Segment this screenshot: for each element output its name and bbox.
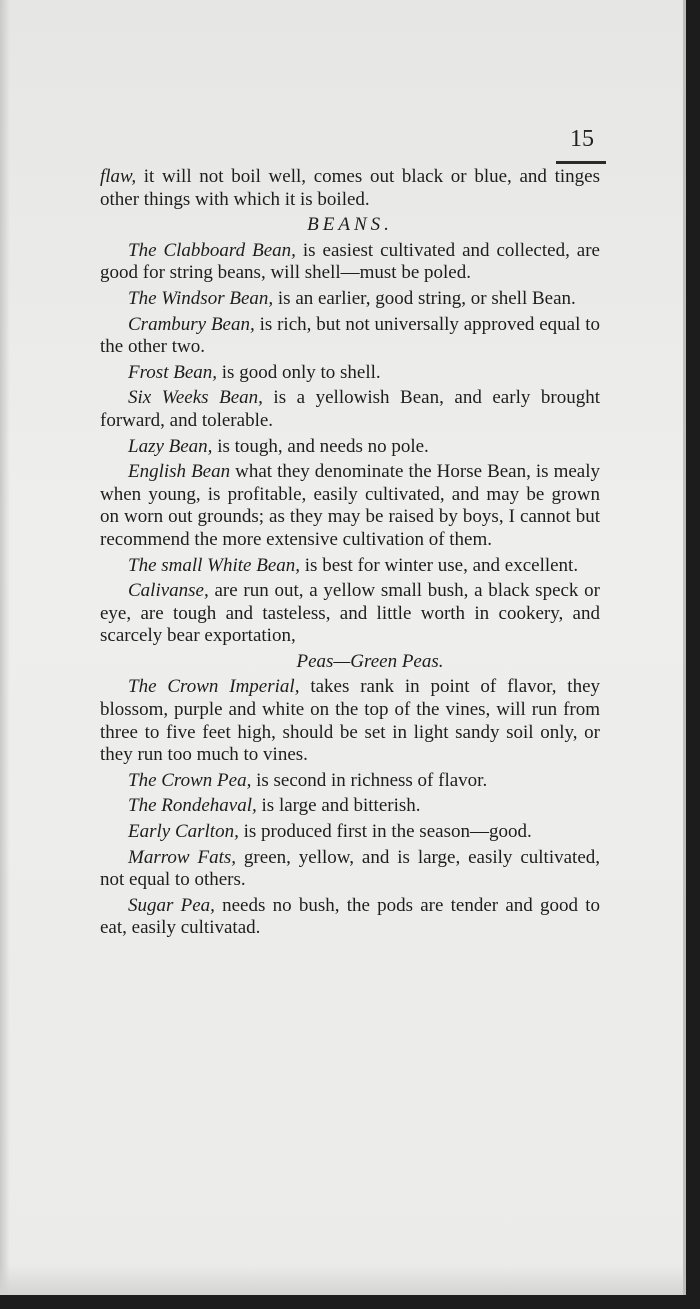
- beans-heading: BEANS.: [307, 214, 393, 236]
- entry-text: is tough, and needs no pole.: [212, 435, 429, 457]
- entry-text: is rich, but not universally approved equal to the other two.: [100, 313, 601, 358]
- entry-text: are run out, a yellow small bush, a black speck or eye, are tough and tasteless, and little worth in cookery, and scarcely bear exportation,: [100, 580, 600, 647]
- entry-term: The Rondehaval,: [128, 795, 257, 817]
- entry-text: is good only to shell.: [217, 361, 381, 383]
- pea-entry-early-carlton: [100, 821, 600, 844]
- entry-term: Early Carlton,: [128, 821, 239, 843]
- entry-text: is a yellowish Bean, and early brought forward, and tolerable.: [100, 387, 600, 431]
- entry-term: English Bean: [128, 461, 231, 483]
- bean-entry-small-white: [100, 555, 600, 578]
- entry-term: The Crown Imperial,: [128, 676, 300, 698]
- entry-text: is second in richness of flavor.: [251, 769, 488, 791]
- entry-text: what they denominate the Horse Bean, is mealy when young, is profitable, easily cultivated, and may be grown on worn out grounds; as they may be raised by boys, I cannot but recommend the more extensive cultivation of them.: [100, 461, 600, 550]
- entry-term: Marrow Fats,: [128, 846, 237, 868]
- entry-text: is best for winter use, and excellent.: [300, 554, 579, 576]
- entry-text: is large and bitterish.: [256, 795, 421, 817]
- page-bottom-shadow: [0, 1265, 683, 1295]
- bean-entry-frost: [100, 362, 600, 385]
- pea-entry-marrow-fats: [100, 847, 600, 892]
- pea-entry-sugar-pea: [100, 895, 600, 940]
- pea-entry-crown-pea: [100, 770, 600, 793]
- pea-entry-rondehaval: [100, 795, 600, 818]
- entry-term: Six Weeks Bean,: [128, 387, 263, 409]
- entry-text: needs no bush, the pods are tender and good to eat, easily cultivatad.: [100, 894, 600, 939]
- entry-term: The small White Bean,: [128, 554, 301, 576]
- entry-term: Crambury Bean,: [128, 313, 255, 335]
- entry-text: is easiest cultivated and collected, are good for string beans, will shell—must be poled.: [100, 239, 600, 284]
- bean-entry-lazy: [100, 436, 600, 459]
- opening-term: flaw,: [100, 166, 137, 187]
- bean-entry-calivanse: [100, 580, 600, 648]
- bean-entry-six-weeks: [100, 387, 600, 432]
- page-edge-shadow: [0, 0, 10, 1295]
- page-number-rule: [556, 161, 606, 164]
- entry-term: Lazy Bean,: [128, 435, 213, 457]
- pea-entry-crown-imperial: [100, 676, 600, 766]
- opening-paragraph: [100, 166, 600, 211]
- page-number: 15: [570, 126, 594, 152]
- bean-entry-clabboard: [100, 240, 600, 285]
- entry-text: is an earlier, good string, or shell Bean.: [273, 287, 576, 309]
- entry-term: The Crown Pea,: [128, 769, 252, 791]
- entry-term: Frost Bean,: [128, 361, 218, 383]
- peas-heading: Peas—Green Peas.: [296, 650, 444, 672]
- entry-term: The Windsor Bean,: [128, 287, 274, 309]
- entry-term: Sugar Pea,: [128, 894, 215, 916]
- entry-text: green, yellow, and is large, easily cultivated, not equal to others.: [100, 846, 600, 891]
- opening-text: it will not boil well, comes out black or blue, and tinges other things with which it is boiled.: [100, 166, 600, 210]
- entry-text: takes rank in point of flavor, they blossom, purple and white on the top of the vines, will run from three to five feet high, should be set in light sandy soil only, or they run too much to vines.: [100, 676, 601, 766]
- bean-entry-crambury: [100, 314, 600, 359]
- entry-term: Calivanse,: [128, 580, 209, 602]
- entry-text: is produced first in the season—good.: [238, 821, 532, 843]
- page-body: [100, 166, 600, 943]
- bean-entry-english: [100, 461, 600, 551]
- bean-entry-windsor: [100, 288, 600, 311]
- entry-term: The Clabboard Bean,: [128, 239, 296, 261]
